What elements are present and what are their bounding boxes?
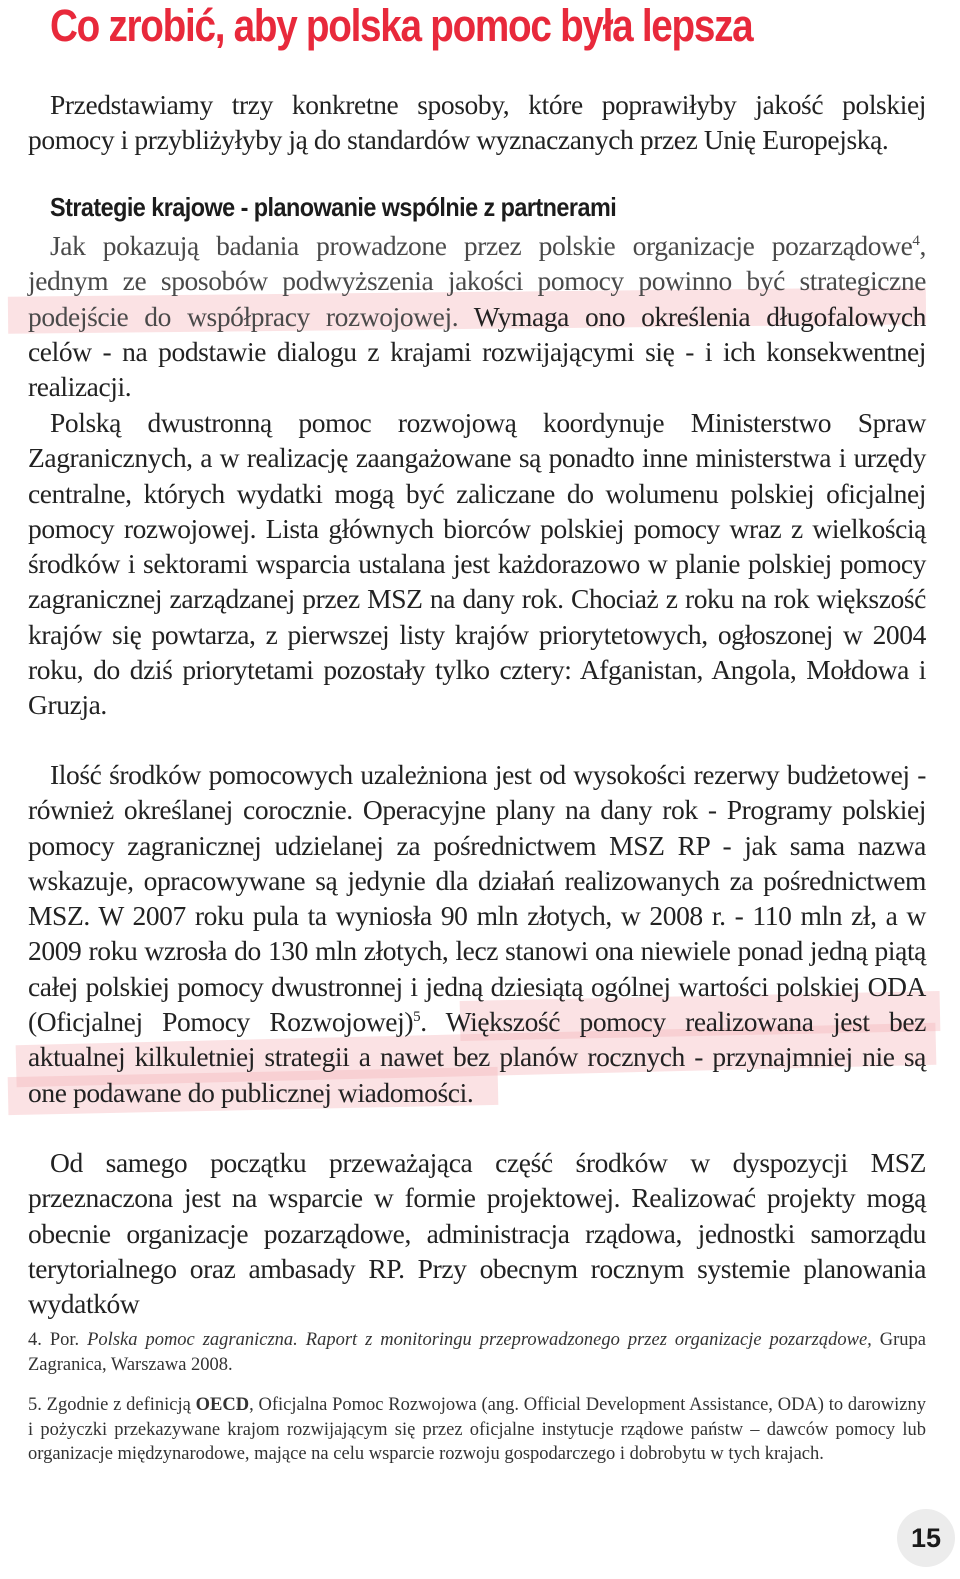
strategy-text-c: Wymaga ono określenia długofalowych celów - na podstawie dialogu z krajami rozwijającymi się - i ich konsekwentnej realizacji. <box>28 300 926 403</box>
footnote-ref-4: 4 <box>912 232 920 249</box>
footnote-4-number: 4. Por. <box>28 1330 88 1350</box>
strategy-paragraph <box>28 228 926 404</box>
funding-text-b: . Większość pomocy realizowana jest bez aktualnej kilkuletniej strategii a nawet bez planów rocznych - przynajmniej nie są one podawane do publicznej wiadomości. <box>28 1006 926 1108</box>
strategy-text-a: Jak pokazują badania prowadzone przez polskie organizacje pozarządowe <box>50 230 913 261</box>
page-number: 15 <box>897 1509 955 1567</box>
strategy-text-b: , jednym ze sposobów podwyższenia jakości pomocy powinno być strategiczne podejście do współpracy rozwojowej. <box>28 230 926 332</box>
coordination-paragraph: Polską dwustronną pomoc rozwojową koordynuje Ministerstwo Spraw Zagranicznych, a w realizację zaangażowane są ponadto inne ministerstwa i urzędy centralne, których wydatki mogą być zaliczane do wolumenu polskiej oficjalnej pomocy rozwojowej. Lista głównych biorców polskiej pomocy wraz z wielkością środków i sektorami wsparcia ustalana jest każdorazowo w planie polskiej pomocy zagranicznej zarządzanej przez MSZ na dany rok. Chociaż z roku na rok większość krajów się powtarza, z pierwszej listy krajów priorytetowych, ogłoszonej w 2004 roku, do dziś priorytetami pozostały tylko cztery: Afganistan, Angola, Mołdowa i Gruzja. <box>28 407 926 721</box>
intro-paragraph: Przedstawiamy trzy konkretne sposoby, które poprawiłyby jakość polskiej pomocy i przybliżyłyby ją do standardów wyznaczanych przez Unię Europejską. <box>28 89 926 156</box>
footnote-4 <box>28 1328 926 1377</box>
funding-paragraph <box>28 757 926 1110</box>
funding-text-a: Ilość środków pomocowych uzależniona jest od wysokości rezerwy budżetowej - również określanej corocznie. Operacyjne plany na dany rok - Programy polskiej pomocy zagranicznej udzielanej za pośrednictwem MSZ RP - jak sama nazwa wskazuje, opracowywane są jedynie dla działań realizowanych za pośrednictwem MSZ. W 2007 roku pula ta wyniosła 90 mln złotych, w 2008 r. - 110 mln zł, a w 2009 roku wzrosła do 130 mln złotych, lecz stanowi ona niewiele ponad jedną piątą całej polskiej pomocy dwustronnej i jedną dziesiątą ogólnej wartości polskiej ODA (Oficjalnej Pomocy Rozwojowej) <box>28 759 926 1038</box>
footnote-4-rest: Grupa Zagranica, Warszawa 2008. <box>28 1330 926 1375</box>
projects-paragraph: Od samego początku przeważająca część środków w dyspozycji MSZ przeznaczona jest na wsparcie w formie projektowej. Realizować projekty mogą obecnie organizacje pozarządowe, administracja rządowa, jednostki samorządu terytorialnego oraz ambasady RP. Przy obecnym rocznym systemie planowania wydatków <box>28 1147 926 1320</box>
footnote-ref-5: 5 <box>413 1008 421 1025</box>
page-title: Co zrobić, aby polska pomoc była lepsza <box>50 0 753 51</box>
footnote-5-text-b: , Oficjalna Pomoc Rozwojowa (ang. Official Development Assistance, ODA) to darowizny i pożyczki przekazywane krajom rozwijającym się przez oficjalne instytucje rządowe państw – dawców pomocy lub organizacje międzynarodowe, mające na celu wsparcie rozwoju gospodarczego i dobrobytu w tych krajach. <box>28 1395 927 1464</box>
footnote-5-oecd: OECD <box>195 1395 250 1415</box>
footnote-5 <box>28 1393 926 1467</box>
footnote-4-title: Polska pomoc zagraniczna. Raport z monitoringu przeprowadzonego przez organizacje pozarządowe, <box>87 1330 872 1350</box>
section-heading: Strategie krajowe - planowanie wspólnie z partnerami <box>50 192 617 222</box>
footnote-5-text-a: 5. Zgodnie z definicją <box>28 1395 196 1415</box>
